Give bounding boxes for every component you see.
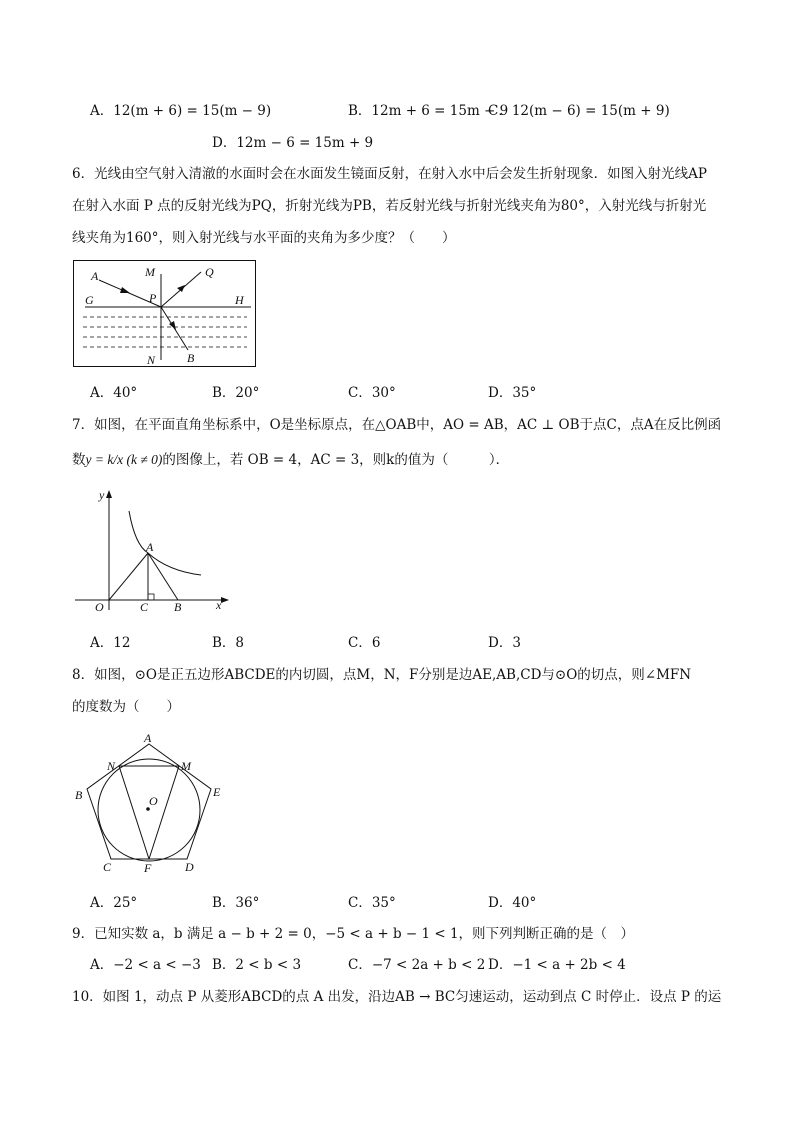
q7-option-d: D．3 <box>488 635 521 651</box>
q7-x-arrow <box>221 597 229 603</box>
q6-label-g: G <box>85 293 94 307</box>
q5-option-c: C．12(m − 6) = 15(m + 9) <box>488 103 670 119</box>
q7-formula: y = k/x (k ≠ 0) <box>85 452 163 467</box>
q8-label-n: N <box>107 759 116 773</box>
q6-option-c: C．30° <box>348 385 396 401</box>
q9-option-a: A．−2 < a < −3 <box>90 957 201 973</box>
q7-segment-ab <box>148 553 178 600</box>
q8-segment-mf <box>149 766 179 859</box>
q8-option-c: C．35° <box>348 895 396 911</box>
q8-option-b: B．36° <box>212 895 260 911</box>
q5-option-b: B．12m + 6 = 15m − 9 <box>348 103 509 119</box>
q6-label-n: N <box>147 353 156 367</box>
q7-text-suffix: 的图像上，若 OB = 4，AC = 3，则k的值为（ ）． <box>162 452 510 468</box>
q9-text-line1: 9．已知实数 a，b 满足 a − b + 2 = 0，−5 < a + b − 1 < 1，则下列判断正确的是（ ） <box>72 926 635 942</box>
q8-label-e: E <box>213 785 221 799</box>
q6-figure <box>73 260 257 368</box>
q5-option-a: A．12(m + 6) = 15(m − 9) <box>90 103 272 119</box>
q8-text-line2: 的度数为（ ） <box>72 699 180 715</box>
q8-option-d: D．40° <box>488 895 537 911</box>
q5-option-d: D．12m − 6 = 15m + 9 <box>212 135 374 151</box>
q8-label-m: M <box>181 759 191 773</box>
q7-label-a: A <box>146 540 154 554</box>
q8-label-b: B <box>75 788 83 802</box>
q7-label-o: O <box>95 600 104 614</box>
q7-text-prefix: 数 <box>72 452 86 468</box>
q7-label-c: C <box>140 600 149 614</box>
q7-text-line2 <box>72 450 509 470</box>
q7-text-line1: 7．如图，在平面直角坐标系中，O是坐标原点，在△OAB中，AO = AB，AC ⊥ OB于点C，点A在反比例函 <box>72 417 722 433</box>
q6-option-d: D．35° <box>488 385 537 401</box>
q7-option-b: B．8 <box>212 635 245 651</box>
q6-label-h: H <box>235 293 244 307</box>
q6-option-a: A．40° <box>90 385 138 401</box>
q8-label-c: C <box>103 860 112 874</box>
q9-option-d: D．−1 < a + 2b < 4 <box>488 957 626 973</box>
q6-option-b: B．20° <box>212 385 260 401</box>
q7-label-x: x <box>216 598 222 612</box>
q6-label-p: P <box>149 291 157 305</box>
q7-right-angle-mark <box>148 594 154 600</box>
q6-text-line2: 在射入水面 P 点的反射光线为PQ，折射光线为PB，若反射光线与折射光线夹角为80°，入射光线与折射光 <box>72 198 707 214</box>
q7-option-c: C．6 <box>348 635 381 651</box>
q7-label-b: B <box>174 600 182 614</box>
q6-label-q: Q <box>205 265 214 279</box>
q8-label-f: F <box>144 861 152 875</box>
q8-label-d: D <box>185 860 194 874</box>
q9-option-b: B．2 < b < 3 <box>212 957 302 973</box>
q7-y-arrow <box>106 490 112 498</box>
q6-text-line1: 6．光线由空气射入清澈的水面时会在水面发生镜面反射，在射入水中后会发生折射现象．如图入射光线AP <box>72 166 707 182</box>
q6-text-line3: 线夹角为160°，则入射光线与水平面的夹角为多少度？（ ） <box>72 230 456 246</box>
q7-figure <box>73 485 233 615</box>
q7-option-a: A．12 <box>90 635 131 651</box>
q7-label-y: y <box>99 488 105 502</box>
q8-figure <box>73 728 233 878</box>
q6-label-a: A <box>91 269 99 283</box>
q9-option-c: C．−7 < 2a + b < 2 <box>348 957 486 973</box>
q6-arrow-pq <box>177 285 185 292</box>
q6-arrow-ap <box>120 287 130 293</box>
q8-label-a: A <box>144 731 152 745</box>
q6-label-m: M <box>145 265 155 279</box>
q8-text-line1: 8．如图，⊙O是正五边形ABCDE的内切圆，点M，N，F分别是边AE,AB,CD与⊙O的切点，则∠MFN <box>72 667 692 683</box>
q8-segment-nf <box>119 766 149 859</box>
q8-option-a: A．25° <box>90 895 138 911</box>
q8-label-o: O <box>149 794 158 808</box>
q6-label-b: B <box>187 351 195 365</box>
q7-hyperbola <box>129 511 201 575</box>
q10-text-line1: 10．如图 1，动点 P 从菱形ABCD的点 A 出发，沿边AB → BC匀速运动，运动到点 C 时停止．设点 P 的运 <box>72 989 722 1005</box>
q7-segment-oa <box>109 553 148 600</box>
